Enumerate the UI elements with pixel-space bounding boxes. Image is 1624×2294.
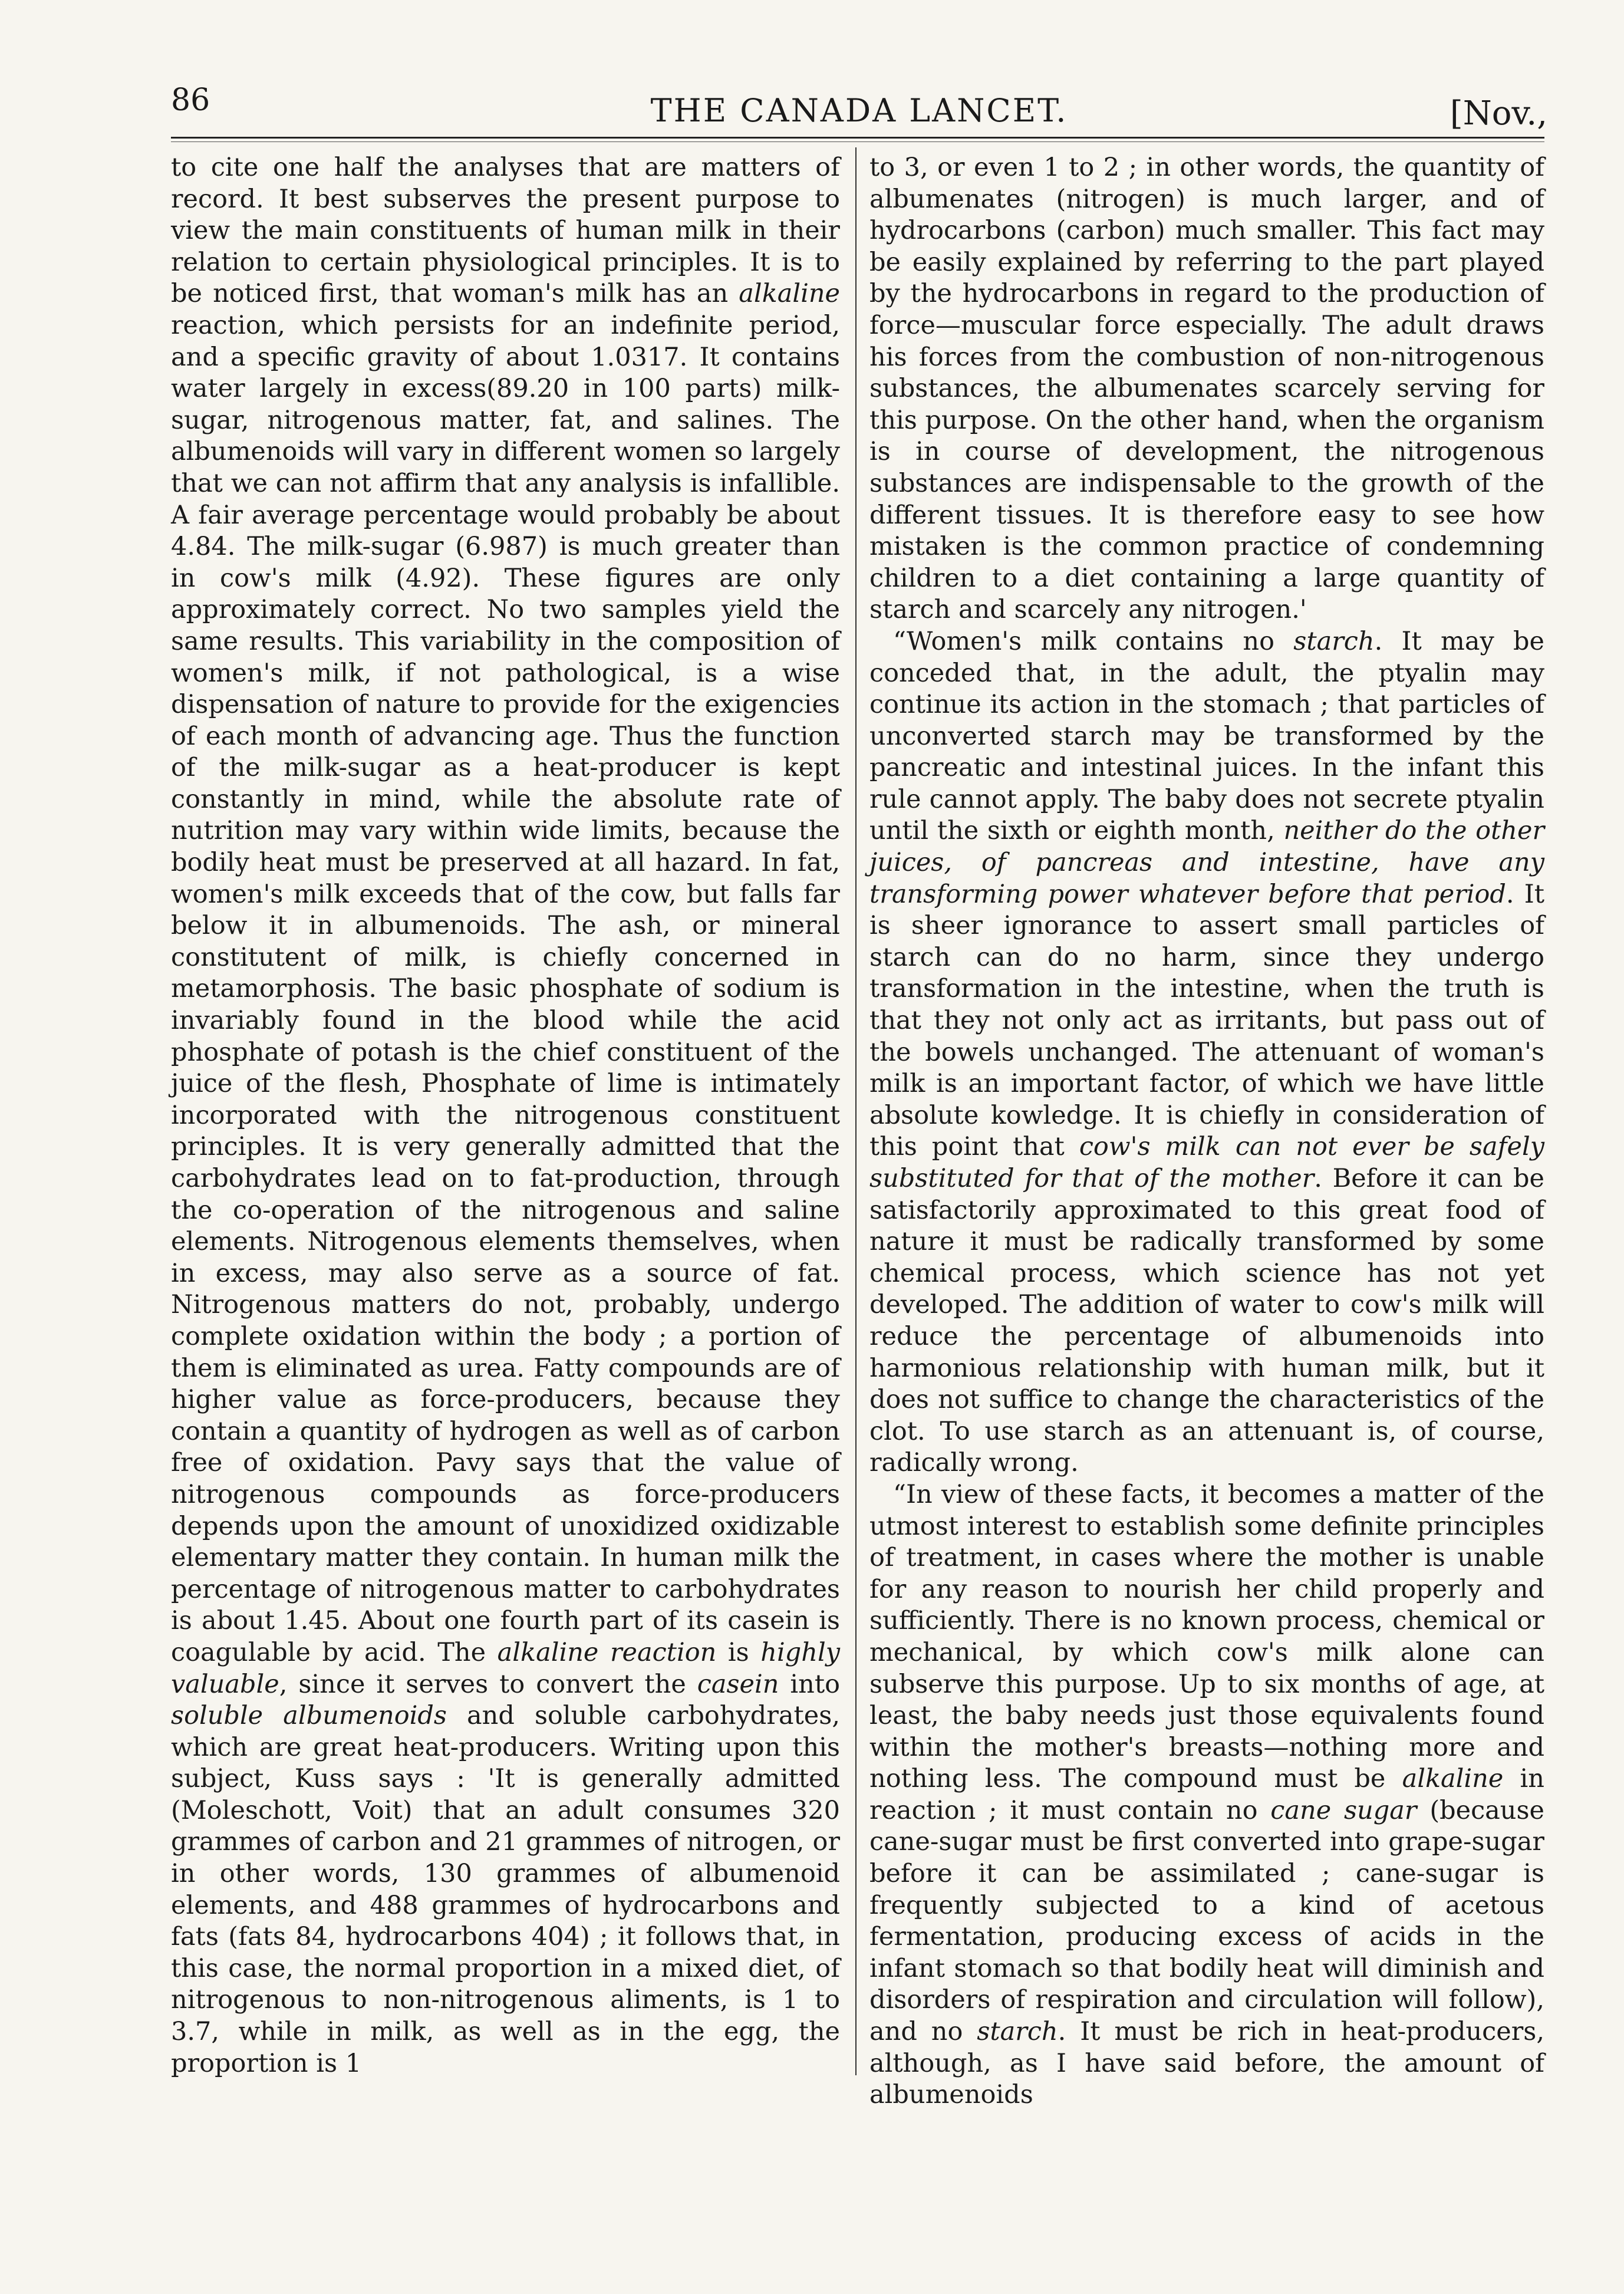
italic-run: soluble albumenoids (171, 1701, 447, 1731)
issue-month: [Nov., (1450, 94, 1547, 133)
text-run: (because cane-sugar must be first converted into grape-sugar before it can be assimilated ; cane-sugar is frequently subjected to a kind of acetous fermentation, producing excess of acids in the infant stomach so that bodily heat will diminish and disorders of respiration and circulation will follow), and no (869, 1795, 1544, 2047)
text-run: , since it serves to convert the (279, 1669, 697, 1699)
text-run: into (779, 1669, 840, 1699)
header-rule-thin (171, 141, 1544, 142)
right-paragraph-2 (869, 626, 1544, 1479)
italic-run: starch (977, 2017, 1058, 2047)
text-run: . It must be rich in heat-producers, although, as I have said before, the amount of albumenoids (869, 2017, 1545, 2110)
text-run: in reaction ; it must contain no (869, 1764, 1544, 1825)
text-run: . Before it can be satisfactorily approximated to this great food of nature it must be radically transformed by some chemical process, which science has not yet developed. The addition of water to cow's milk will reduce the percentage of albumenoids into harmonious relationship with human milk, but it does not suffice to change the characteristics of the clot. To use starch as an attenuant is, of course, radically wrong. (869, 1164, 1544, 1478)
column-divider (855, 147, 857, 2075)
italic-run: alkaline reaction (497, 1637, 717, 1667)
left-column (171, 152, 840, 2079)
italic-run: highly valuable (171, 1637, 841, 1699)
right-paragraph-3 (869, 1479, 1544, 2111)
text-run: . It is sheer ignorance to assert small particles of starch can do no harm, since they undergo transformation in the intestine, when the truth is that they not only act as irritants, but pass out of the bowels unchanged. The attenuant of woman's milk is an important factor, of which we have little absolute kowledge. It is chiefly in consideration of this point that (869, 879, 1544, 1162)
text-run: “Women's milk contains no (893, 626, 1294, 656)
page-number: 86 (171, 83, 210, 118)
italic-run: alkaline (739, 279, 840, 309)
italic-run: cane sugar (1270, 1795, 1417, 1825)
text-run: and soluble carbohydrates, which are great heat-producers. Writing upon this subject, Kuss says : 'It is generally admitted (Moleschott, Voit) that an adult consumes 320 grammes of carbon and 21 grammes of nitrogen, or in other words, 130 grammes of albumenoid elements, and 488 grammes of hydrocarbons and fats (fats 84, hydrocarbons 404) ; it follows that, in this case, the normal proportion in a mixed diet, of nitrogenous to non-nitrogenous aliments, is 1 to 3.7, while in milk, as well as in the egg, the proportion is 1 (171, 1701, 840, 2078)
italic-run: alkaline (1402, 1764, 1504, 1794)
text-run: “In view of these facts, it becomes a matter of the utmost interest to establish some definite principles of treatment, in cases where the mother is unable for any reason to nourish her child properly and sufficiently. There is no known process, chemical or mechanical, by which cow's milk alone can subserve this purpose. Up to six months of age, at least, the baby needs just those equivalents found within the mother's breasts—nothing more and nothing less. The compound must be (869, 1479, 1544, 1794)
italic-run: cow's milk can not ever be safely substituted for that of the mother (869, 1132, 1544, 1193)
italic-run: starch (1293, 626, 1375, 656)
text-run: . It may be conceded that, in the adult, the ptyalin may continue its action in the stomach ; that particles of unconverted starch may be transformed by the pancreatic and intestinal juices. In the infant this rule cannot apply. The baby does not secrete ptyalin until the sixth or eighth month, (869, 626, 1544, 846)
text-run: reaction, which persists for an indefinite period, and a specific gravity of about 1.0317. It contains water largely in excess(89.20 in 100 parts) milk-sugar, nitrogenous matter, fat, and salines. The albumenoids will vary in different women so largely that we can not affirm that any analysis is infallible. A fair average percentage would probably be about 4.84. The milk-sugar (6.987) is much greater than in cow's milk (4.92). These figures are only approximately correct. No two samples yield the same results. This variability in the composition of women's milk, if not pathological, is a wise dispensation of nature to provide for the exigencies of each month of advancing age. Thus the function of the milk-sugar as a heat-producer is kept constantly in mind, while the absolute rate of nutrition may vary within wide limits, because the bodily heat must be preserved at all hazard. In fat, women's milk exceeds that of the cow, but falls far below it in albumenoids. The ash, or mineral constitutent of milk, is chiefly concerned in metamorphosis. The basic phosphate of sodium is invariably found in the blood while the acid phosphate of potash is the chief constituent of the juice of the flesh, Phosphate of lime is intimately incorporated with the nitrogenous constituent principles. It is very generally admitted that the carbohydrates lead on to fat-production, through the co-operation of the nitrogenous and saline elements. Nitrogenous elements themselves, when in excess, may also serve as a source of fat. Nitrogenous matters do not, probably, undergo complete oxidation within the body ; a portion of them is eliminated as urea. Fatty compounds are of higher value as force-producers, because they contain a quantity of hydrogen as well as of carbon free of oxidation. Pavy says that the value of nitrogenous compounds as force-producers depends upon the amount of unoxidized oxidizable elementary matter they contain. In human milk the percentage of nitrogenous matter to carbohydrates is about 1.45. About one fourth part of its casein is coagulable by acid. The (171, 310, 840, 1667)
journal-title: THE CANADA LANCET. (650, 92, 1068, 129)
right-paragraph-1: to 3, or even 1 to 2 ; in other words, the quantity of albumenates (nitrogen) is much larger, and of hydrocarbons (carbon) much smaller. This fact may be easily explained by referring to the part played by the hydrocarbons in regard to the production of force—muscular force especially. The adult draws his forces from the combustion of non-nitrogenous substances, the albumenates scarcely serving for this purpose. On the other hand, when the organism is in course of development, the nitrogenous substances are indispensable to the growth of the different tissues. It is therefore easy to see how mistaken is the common practice of condemning children to a diet containing a large quantity of starch and scarcely any nitrogen.' (869, 153, 1544, 625)
italic-run: neither do the other juices, of pancreas and intestine, have any transforming power whatever before that period (869, 816, 1545, 909)
italic-run: casein (697, 1669, 779, 1699)
left-paragraph-1 (171, 152, 840, 2079)
header-rule (171, 137, 1544, 139)
text-run: to cite one half the analyses that are matters of record. It best subserves the present purpose to view the main constituents of human milk in their relation to certain physiological principles. It is to be noticed first, that woman's milk has an (171, 153, 840, 309)
right-column (869, 152, 1544, 2111)
text-run: is (716, 1637, 761, 1667)
